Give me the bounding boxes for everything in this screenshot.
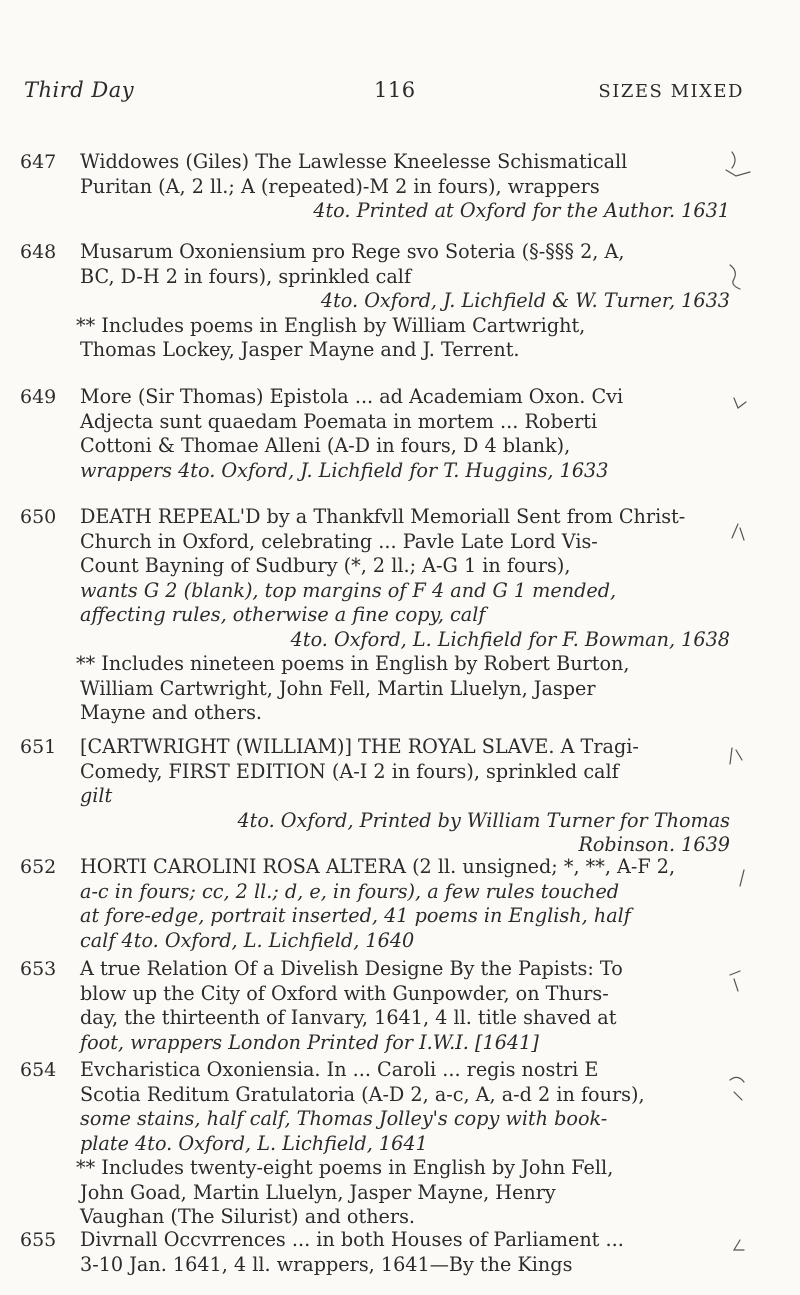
lot-entry <box>20 1058 740 1230</box>
lot-line: a-c in fours; cc, 2 ll.; d, e, in fours), a few rules touched <box>80 879 620 903</box>
lot-number: 652 <box>20 856 57 878</box>
lot-number: 648 <box>20 241 57 263</box>
lot-entry <box>20 735 740 858</box>
lot-number: 655 <box>20 1229 57 1251</box>
lot-line: BC, D-H 2 in fours), sprinkled calf <box>80 264 412 288</box>
lot-entry <box>20 1228 740 1277</box>
lot-description <box>76 1058 740 1230</box>
lot-number: 653 <box>20 958 57 980</box>
lot-imprint: foot, wrappers London Printed for I.W.I. [1641] <box>80 1030 539 1054</box>
lot-description <box>76 505 740 726</box>
pencil-mark <box>730 265 740 289</box>
section-heading: SIZES MIXED <box>598 81 744 102</box>
lot-line: DEATH REPEAL'D by a Thankfvll Memoriall Sent from Christ- <box>80 505 686 528</box>
lot-description <box>80 855 740 953</box>
lot-line: Vaughan (The Silurist) and others. <box>80 1205 416 1228</box>
lot-line: HORTI CAROLINI ROSA ALTERA (2 ll. unsigned; *, **, A-F 2, <box>80 855 676 878</box>
pencil-mark <box>730 1077 744 1100</box>
lot-imprint: plate 4to. Oxford, L. Lichfield, 1641 <box>80 1131 428 1155</box>
lot-description <box>80 957 740 1055</box>
lot-entry <box>20 150 740 224</box>
lot-imprint: calf 4to. Oxford, L. Lichfield, 1640 <box>80 928 415 952</box>
lot-line: John Goad, Martin Lluelyn, Jasper Mayne, Henry <box>80 1180 556 1204</box>
lot-line: More (Sir Thomas) Epistola ... ad Academiam Oxon. Cvi <box>80 385 624 408</box>
lot-line: Mayne and others. <box>80 701 263 724</box>
day-heading: Third Day <box>24 78 135 102</box>
pencil-mark <box>740 870 744 886</box>
lot-line: Comedy, FIRST EDITION (A-I 2 in fours), sprinkled calf <box>80 759 619 783</box>
lot-imprint: 4to. Oxford, L. Lichfield for F. Bowman, 1638 <box>290 627 730 651</box>
lot-line: wants G 2 (blank), top margins of F 4 and G 1 mended, <box>80 578 617 602</box>
lot-line: A true Relation Of a Divelish Designe By the Papists: To <box>80 957 623 980</box>
lot-line: Count Bayning of Sudbury (*, 2 ll.; A-G 1 in fours), <box>80 554 571 577</box>
lot-number: 647 <box>20 151 57 173</box>
lot-number: 649 <box>20 386 57 408</box>
lot-line: day, the thirteenth of Ianvary, 1641, 4 ll. title shaved at <box>80 1006 617 1029</box>
lot-number: 654 <box>20 1059 57 1081</box>
pencil-mark <box>734 398 746 408</box>
lot-line: Evcharistica Oxoniensia. In ... Caroli ... regis nostri E <box>80 1058 599 1081</box>
lot-line: William Cartwright, John Fell, Martin Lluelyn, Jasper <box>80 676 596 700</box>
lot-note: ** Includes nineteen poems in English by Robert Burton, <box>76 652 630 675</box>
lot-entry <box>20 855 740 953</box>
lot-description <box>80 735 740 858</box>
lot-entry <box>20 385 740 483</box>
lot-imprint: 4to. Printed at Oxford for the Author. 1631 <box>313 199 730 222</box>
lot-line: Scotia Reditum Gratulatoria (A-D 2, a-c, A, a-d 2 in fours), <box>80 1082 645 1106</box>
lot-line: Divrnall Occvrrences ... in both Houses of Parliament ... <box>80 1228 624 1251</box>
lot-entry <box>20 240 740 363</box>
lot-line: affecting rules, otherwise a fine copy, calf <box>80 603 486 626</box>
lot-line: some stains, half calf, Thomas Jolley's copy with book- <box>80 1107 608 1130</box>
lot-line: Church in Oxford, celebrating ... Pavle Late Lord Vis- <box>80 529 598 553</box>
pencil-mark <box>730 748 742 764</box>
pencil-mark <box>732 152 735 168</box>
pencil-mark <box>730 971 740 991</box>
lot-description <box>80 1228 740 1277</box>
lot-entry <box>20 505 740 726</box>
pencil-mark <box>732 524 744 540</box>
lot-line: Adjecta sunt quaedam Poemata in mortem ... Roberti <box>80 409 598 433</box>
lot-description <box>80 150 740 224</box>
lot-imprint: wrappers 4to. Oxford, J. Lichfield for T. Huggins, 1633 <box>80 458 609 482</box>
lot-line: blow up the City of Oxford with Gunpowder, on Thurs- <box>80 981 609 1005</box>
running-header <box>24 78 744 106</box>
lot-line: Cottoni & Thomae Alleni (A-D in fours, D 4 blank), <box>80 434 571 457</box>
lot-line: Puritan (A, 2 ll.; A (repeated)-M 2 in fours), wrappers <box>80 174 600 198</box>
lot-imprint: 4to. Oxford, J. Lichfield & W. Turner, 1633 <box>320 289 730 312</box>
lot-number: 651 <box>20 736 57 758</box>
lot-note: ** Includes twenty-eight poems in English by John Fell, <box>76 1156 614 1179</box>
pencil-mark <box>726 170 750 176</box>
lot-description <box>76 240 740 363</box>
pencil-annotations <box>720 0 800 1295</box>
lot-line: at fore-edge, portrait inserted, 41 poems in English, half <box>80 904 631 927</box>
lot-line: Thomas Lockey, Jasper Mayne and J. Terrent. <box>80 338 520 361</box>
pencil-mark <box>734 1240 744 1250</box>
lot-line: 3-10 Jan. 1641, 4 ll. wrappers, 1641—By the Kings <box>80 1252 573 1276</box>
page-number: 116 <box>374 78 416 102</box>
lot-number: 650 <box>20 506 57 528</box>
lot-line: Musarum Oxoniensium pro Rege svo Soteria (§-§§§ 2, A, <box>80 240 625 263</box>
lot-imprint: 4to. Oxford, Printed by William Turner for Thomas <box>237 808 730 832</box>
lot-description <box>80 385 740 483</box>
lot-line: gilt <box>80 784 113 807</box>
lot-imprint: Robinson. 1639 <box>578 833 730 856</box>
lot-note: ** Includes poems in English by William Cartwright, <box>76 313 586 337</box>
lot-line: Widdowes (Giles) The Lawlesse Kneelesse Schismaticall <box>80 150 628 173</box>
lot-entry <box>20 957 740 1055</box>
lot-line: [CARTWRIGHT (WILLIAM)] THE ROYAL SLAVE. A Tragi- <box>80 735 639 758</box>
